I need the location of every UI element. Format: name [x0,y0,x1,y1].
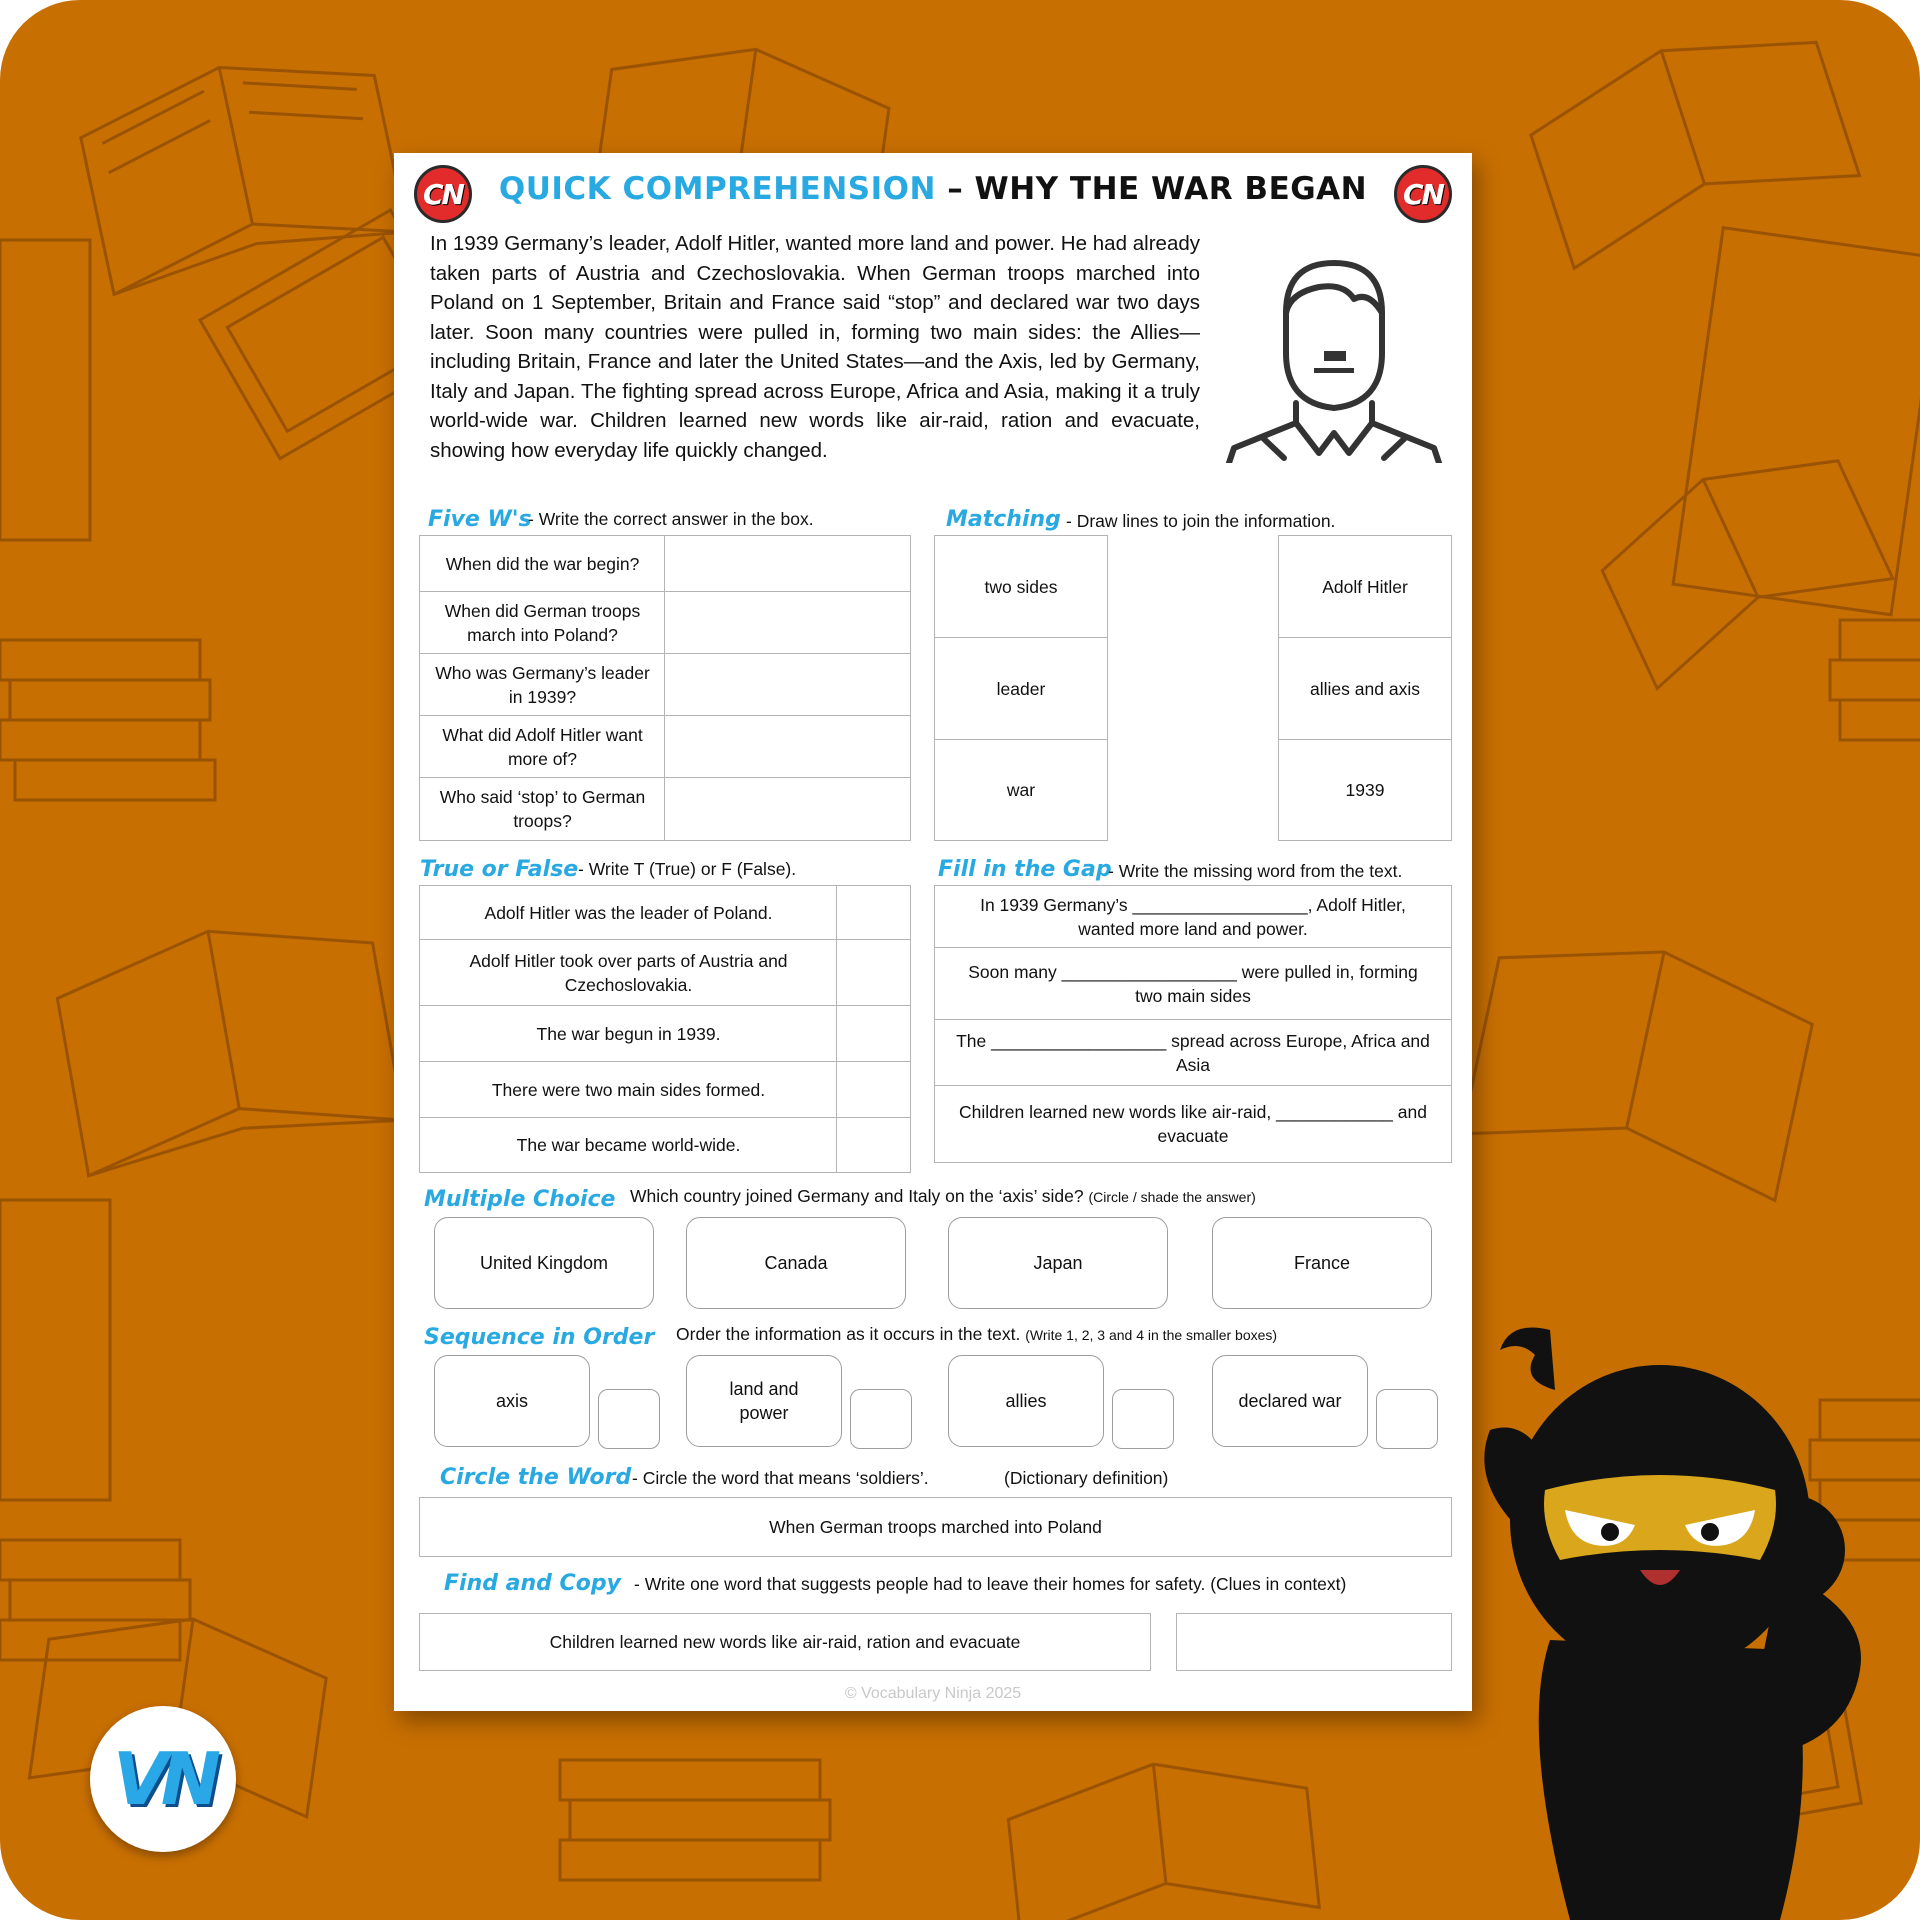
choice-option-3[interactable]: Japan [948,1217,1168,1309]
true-false-answer-box-5[interactable] [836,1117,911,1173]
fill-gap-sentence-3[interactable]: The __________________ spread across Europe, Africa and Asia [934,1019,1452,1087]
title-sub: – WHY THE WAR BEGAN [947,171,1368,207]
circle-word-title: Circle the Word [440,1465,632,1490]
multiple-choice-question-text: Which country joined Germany and Italy on the ‘axis’ side? [630,1186,1084,1206]
sequence-number-box-1[interactable] [598,1389,660,1449]
five-ws-title: Five W's [428,507,532,532]
true-false-title: True or False [420,857,579,882]
fill-gap-sentence-1[interactable]: In 1939 Germany’s __________________, Adolf Hitler, wanted more land and power. [934,885,1452,949]
five-ws-question-3: Who was Germany’s leader in 1939? [419,653,666,717]
fill-gap-instruction: - Write the missing word from the text. [1108,861,1403,881]
fill-gap-sentence-2[interactable]: Soon many __________________ were pulled in, forming two main sides [934,947,1452,1021]
page-title [394,171,1472,207]
choice-option-1[interactable]: United Kingdom [434,1217,654,1309]
true-false-instruction: - Write T (True) or F (False). [578,859,797,879]
copyright-footer: © Vocabulary Ninja 2025 [844,1685,1022,1702]
true-false-answer-box-2[interactable] [836,939,911,1007]
five-ws-answer-box-1[interactable] [664,535,911,593]
find-copy-sentence: Children learned new words like air-raid, ration and evacuate [419,1613,1151,1671]
five-ws-question-4: What did Adolf Hitler want more of? [419,715,666,779]
matching-right-1[interactable]: Adolf Hitler [1278,535,1452,639]
sequence-instruction-text: Order the information as it occurs in the text. [676,1324,1021,1344]
cn-logo-right: CN [1394,165,1452,223]
true-false-statement-4: There were two main sides formed. [419,1061,838,1119]
sequence-number-box-4[interactable] [1376,1389,1438,1449]
reading-passage: In 1939 Germany’s leader, Adolf Hitler, wanted more land and power. He had already taken parts of Austria and Czechoslovakia. When German troops marched into Poland on 1 September, Britain and France said “stop” and declared war two days later. Soon many countries were pulled in, forming two main sides: the Allies—including Britain, France and later the United States—and the Axis, led by Germany, Italy and Japan. The fighting spread across Europe, Africa and Asia, making it a truly world-wide war. Children learned new words like air-raid, ration and evacuate, showing how everyday life quickly changed. [430,232,1200,462]
circle-word-instruction: - Circle the word that means ‘soldiers’. [632,1468,929,1488]
worksheet [394,153,1472,1711]
matching-title: Matching [946,507,1061,532]
true-false-statement-3: The war begun in 1939. [419,1005,838,1063]
person-portrait-icon [1224,243,1444,463]
sequence-item-2: land and power [686,1355,842,1447]
find-copy-answer-box[interactable] [1176,1613,1452,1671]
matching-left-3[interactable]: war [934,739,1108,841]
cn-logo-left: CN [414,165,472,223]
sequence-title: Sequence in Order [424,1325,655,1350]
fill-gap-title: Fill in the Gap [938,857,1112,882]
matching-left-2[interactable]: leader [934,637,1108,741]
true-false-answer-box-4[interactable] [836,1061,911,1119]
matching-instruction: - Draw lines to join the information. [1066,511,1336,531]
title-main: QUICK COMPREHENSION [498,171,936,207]
find-copy-title: Find and Copy [444,1571,621,1596]
sequence-item-4: declared war [1212,1355,1368,1447]
sequence-item-1: axis [434,1355,590,1447]
multiple-choice-title: Multiple Choice [424,1187,616,1212]
five-ws-answer-box-2[interactable] [664,591,911,655]
true-false-statement-1: Adolf Hitler was the leader of Poland. [419,885,838,941]
sequence-instruction [676,1324,1277,1345]
five-ws-answer-box-5[interactable] [664,777,911,841]
five-ws-instruction: - Write the correct answer in the box. [528,509,814,529]
true-false-answer-box-1[interactable] [836,885,911,941]
choice-option-4[interactable]: France [1212,1217,1432,1309]
circle-word-sentence[interactable]: When German troops marched into Poland [419,1497,1452,1557]
sequence-number-box-2[interactable] [850,1389,912,1449]
circle-word-note: (Dictionary definition) [1004,1468,1169,1488]
true-false-statement-5: The war became world-wide. [419,1117,838,1173]
true-false-answer-box-3[interactable] [836,1005,911,1063]
matching-right-3[interactable]: 1939 [1278,739,1452,841]
matching-right-2[interactable]: allies and axis [1278,637,1452,741]
sequence-note: (Write 1, 2, 3 and 4 in the smaller boxes) [1025,1327,1278,1343]
five-ws-question-5: Who said ‘stop’ to German troops? [419,777,666,841]
multiple-choice-note: (Circle / shade the answer) [1088,1189,1256,1205]
matching-left-1[interactable]: two sides [934,535,1108,639]
multiple-choice-question [630,1186,1256,1207]
find-copy-instruction: - Write one word that suggests people had to leave their homes for safety. (Clues in context) [634,1574,1347,1594]
five-ws-question-1: When did the war begin? [419,535,666,593]
vn-logo-text: VN [113,1737,213,1821]
sequence-item-3: allies [948,1355,1104,1447]
fill-gap-sentence-4[interactable]: Children learned new words like air-raid, ____________ and evacuate [934,1085,1452,1163]
five-ws-answer-box-3[interactable] [664,653,911,717]
true-false-statement-2: Adolf Hitler took over parts of Austria and Czechoslovakia. [419,939,838,1007]
vocabulary-ninja-logo [90,1706,236,1852]
choice-option-2[interactable]: Canada [686,1217,906,1309]
sequence-number-box-3[interactable] [1112,1389,1174,1449]
ninja-mascot-icon [1460,1310,1880,1920]
five-ws-answer-box-4[interactable] [664,715,911,779]
five-ws-question-2: When did German troops march into Poland? [419,591,666,655]
